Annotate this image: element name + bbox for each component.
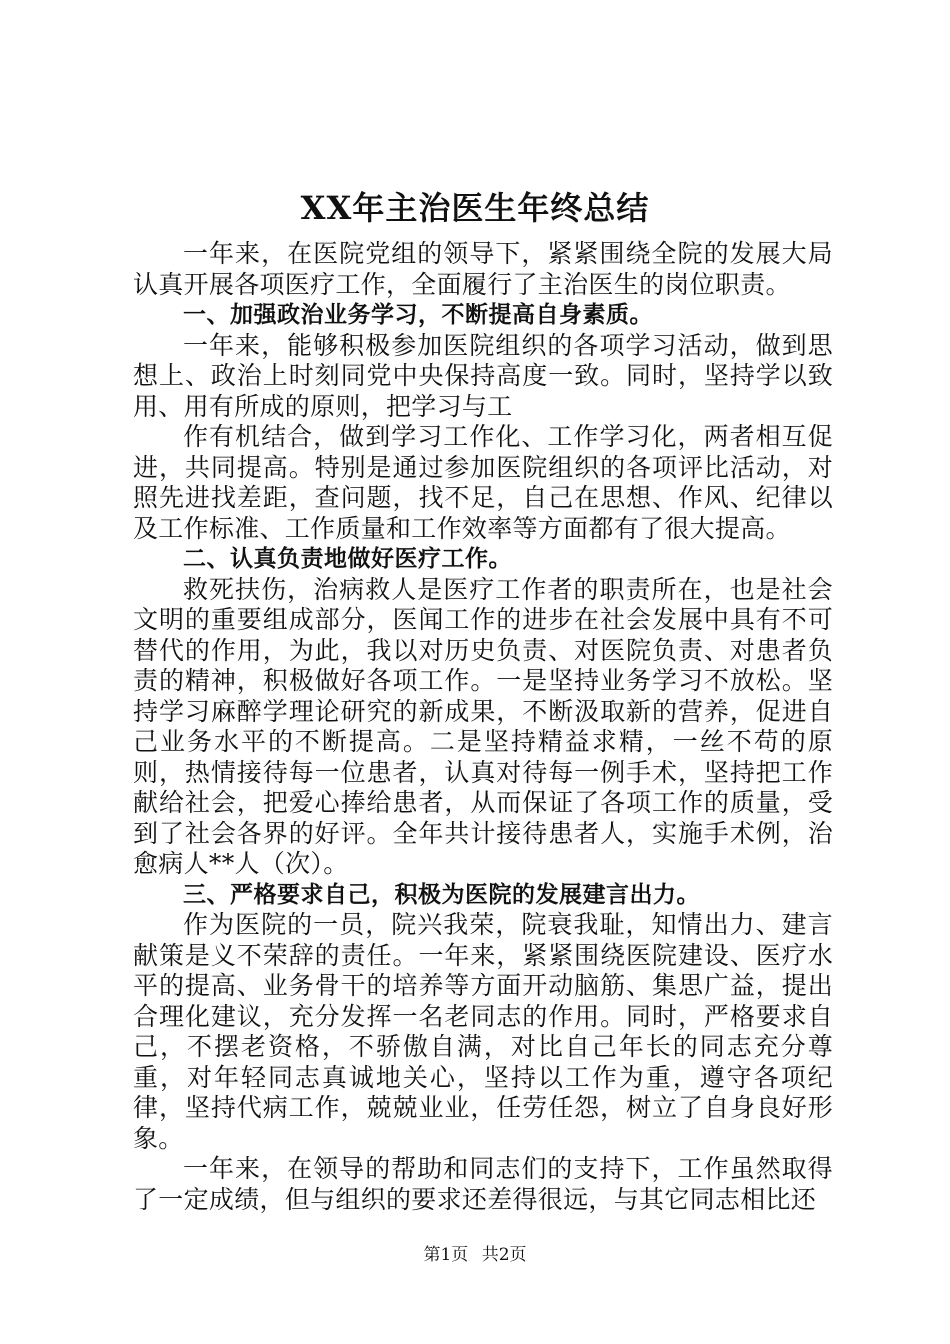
paragraph-conclusion: 一年来，在领导的帮助和同志们的支持下，工作虽然取得了一定成绩，但与组织的要求还差得很远，与其它同志相比还	[133, 1154, 833, 1214]
page-footer	[0, 1244, 950, 1266]
page-number-current: 第1页	[423, 1245, 469, 1265]
paragraph-medical-work: 救死扶伤，治病救人是医疗工作者的职责所在，也是社会文明的重要组成部分，医闻工作的进步在社会发展中具有不可替代的作用，为此，我以对历史负责、对医院负责、对患者负责的精神，积极做好各项工作。一是坚持业务学习不放松。坚持学习麻醉学理论研究的新成果，不断汲取新的营养，促进自己业务水平的不断提高。二是坚持精益求精，一丝不苟的原则，热情接待每一位患者，认真对待每一例手术，坚持把工作献给社会，把爱心捧给患者，从而保证了各项工作的质量，受到了社会各界的好评。全年共计接待患者人，实施手术例，治愈病人**人（次）。	[133, 574, 833, 878]
page-number-total: 共2页	[481, 1245, 527, 1265]
paragraph-self-requirement: 作为医院的一员，院兴我荣，院衰我耻，知情出力、建言献策是义不荣辞的责任。一年来，紧紧围绕医院建设、医疗水平的提高、业务骨干的培养等方面开动脑筋、集思广益，提出合理化建议，充分发挥一名老同志的作用。同时，严格要求自己，不摆老资格，不骄傲自满，对比自己年长的同志充分尊重，对年轻同志真诚地关心，坚持以工作为重，遵守各项纪律，坚持代病工作，兢兢业业，任劳任怨，树立了自身良好形象。	[133, 910, 833, 1153]
document-title: XX年主治医生年终总结	[300, 189, 650, 227]
section-heading-3: 三、严格要求自己，积极为医院的发展建言出力。	[183, 881, 700, 908]
section-heading-1: 一、加强政治业务学习，不断提高自身素质。	[183, 302, 653, 328]
paragraph-intro: 一年来，在医院党组的领导下，紧紧围绕全院的发展大局认真开展各项医疗工作，全面履行了主治医生的岗位职责。	[133, 239, 833, 299]
paragraph-study-2: 作有机结合，做到学习工作化、工作学习化，两者相互促进，共同提高。特别是通过参加医院组织的各项评比活动，对照先进找差距，查问题，找不足，自己在思想、作风、纪律以及工作标准、工作质量和工作效率等方面都有了很大提高。	[133, 422, 833, 543]
document-body	[133, 239, 833, 1215]
section-heading-2: 二、认真负责地做好医疗工作。	[183, 546, 512, 572]
paragraph-study-1: 一年来，能够积极参加医院组织的各项学习活动，做到思想上、政治上时刻同党中央保持高度一致。同时，坚持学以致用、用有所成的原则，把学习与工	[133, 330, 833, 421]
